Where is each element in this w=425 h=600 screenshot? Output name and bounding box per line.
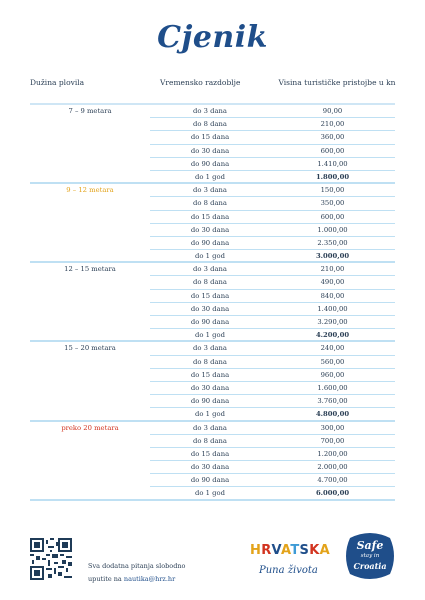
length-group (30, 105, 395, 184)
period-cell: do 15 dana (190, 291, 230, 300)
table-row (30, 290, 395, 303)
period-cell: do 30 dana (190, 304, 230, 313)
period-cell: do 90 dana (190, 397, 230, 406)
header-fee: Visina turističke pristojbe u kn (278, 78, 396, 87)
table-row (30, 408, 395, 421)
period-cell: do 1 god (195, 331, 225, 340)
price-cell: 300,00 (320, 423, 345, 432)
price-cell: 490,00 (320, 278, 345, 287)
qr-code-icon[interactable] (30, 538, 72, 580)
group-length-label: 7 – 9 metara (68, 107, 112, 115)
price-cell: 1.400,00 (317, 304, 348, 313)
price-cell: 1.000,00 (317, 225, 348, 234)
footer-contact (88, 560, 185, 586)
period-cell: do 3 dana (193, 423, 227, 432)
header-length: Dužina plovila (30, 78, 85, 87)
footer-text-prefix: uputite na (88, 575, 124, 583)
length-group (30, 342, 395, 421)
safe-logo-line2: stay in (360, 553, 380, 559)
row-divider (30, 499, 395, 501)
table-row (30, 118, 395, 131)
period-cell: do 30 dana (190, 463, 230, 472)
price-cell: 600,00 (320, 146, 345, 155)
period-cell: do 90 dana (190, 238, 230, 247)
table-row (30, 105, 395, 118)
price-cell: 210,00 (320, 265, 345, 274)
price-cell: 1.200,00 (317, 449, 348, 458)
table-row (30, 329, 395, 342)
period-cell: do 1 god (195, 410, 225, 419)
footer-email-link[interactable]: nautika@hrz.hr (123, 575, 176, 583)
period-cell: do 3 dana (193, 265, 227, 274)
price-cell: 700,00 (320, 436, 345, 445)
price-cell: 600,00 (320, 212, 345, 221)
price-cell: 560,00 (320, 357, 345, 366)
table-row (30, 487, 395, 500)
length-group (30, 263, 395, 342)
period-cell: do 1 god (195, 252, 225, 261)
period-cell: do 1 god (195, 489, 225, 498)
table-row (30, 131, 395, 144)
period-cell: do 30 dana (190, 146, 230, 155)
period-cell: do 8 dana (193, 436, 227, 445)
period-cell: do 8 dana (193, 199, 227, 208)
price-cell: 4.800,00 (315, 410, 350, 419)
table-row (30, 211, 395, 224)
period-cell: do 8 dana (193, 120, 227, 129)
hrvatska-logo-tagline: Puna života (259, 565, 318, 576)
price-cell: 960,00 (320, 370, 345, 379)
price-cell: 1.800,00 (315, 172, 350, 181)
header-period: Vremensko razdoblje (160, 78, 241, 87)
period-cell: do 8 dana (193, 278, 227, 287)
price-cell: 1.410,00 (317, 159, 348, 168)
table-row (30, 461, 395, 474)
page-title: Cjenik (157, 20, 268, 55)
period-cell: do 15 dana (190, 133, 230, 142)
price-cell: 3.290,00 (317, 318, 348, 326)
table-row (30, 224, 395, 237)
period-cell: do 1 god (195, 172, 225, 181)
price-cell: 3.000,00 (315, 252, 350, 261)
table-row (30, 382, 395, 395)
price-cell: 210,00 (320, 120, 345, 129)
length-group (30, 422, 395, 501)
period-cell: do 15 dana (190, 449, 230, 458)
price-cell: 1.600,00 (317, 383, 348, 392)
safe-logo-line1: Safe (356, 539, 384, 552)
safe-logo-line3: Croatia (353, 561, 387, 571)
period-cell: do 8 dana (193, 357, 227, 366)
price-cell: 350,00 (320, 199, 345, 208)
table-row (30, 276, 395, 289)
period-cell: do 30 dana (190, 225, 230, 234)
table-row (30, 448, 395, 461)
table-row (30, 316, 395, 329)
period-cell: do 90 dana (190, 476, 230, 485)
table-row (30, 184, 395, 197)
price-cell: 360,00 (320, 133, 345, 142)
period-cell: do 30 dana (190, 383, 230, 392)
group-length-label: 15 – 20 metara (64, 344, 116, 353)
group-length-label: 9 – 12 metara (66, 186, 114, 195)
table-row (30, 369, 395, 382)
group-length-label: 12 – 15 metara (64, 265, 116, 274)
table-row (30, 342, 395, 355)
price-cell: 4.700,00 (317, 476, 348, 485)
period-cell: do 90 dana (190, 159, 230, 168)
price-cell: 4.200,00 (315, 331, 350, 340)
price-cell: 240,00 (320, 344, 345, 353)
table-row (30, 303, 395, 316)
hrvatska-logo (250, 543, 330, 583)
safe-stay-logo (344, 530, 396, 582)
price-cell: 3.760,00 (317, 397, 348, 406)
price-cell: 90,00 (322, 107, 343, 115)
price-cell: 2.350,00 (317, 238, 348, 247)
table-row (30, 435, 395, 448)
group-length-label: preko 20 metara (61, 423, 119, 432)
table-row (30, 395, 395, 408)
period-cell: do 15 dana (190, 212, 230, 221)
price-cell: 2.000,00 (317, 463, 348, 472)
table-row (30, 197, 395, 210)
table-row (30, 171, 395, 184)
footer-text-line1: Sva dodatna pitanja slobodno (88, 562, 186, 570)
period-cell: do 3 dana (193, 107, 227, 115)
price-table (30, 105, 395, 501)
length-group (30, 184, 395, 263)
price-cell: 840,00 (320, 291, 345, 300)
period-cell: do 3 dana (193, 344, 227, 353)
table-row (30, 474, 395, 487)
table-row (30, 145, 395, 158)
table-row (30, 237, 395, 250)
period-cell: do 15 dana (190, 370, 230, 379)
table-row (30, 422, 395, 435)
price-cell: 6.000,00 (315, 489, 350, 498)
hrvatska-logo-word: HRVATSKA (250, 543, 330, 558)
price-cell: 150,00 (320, 186, 345, 195)
period-cell: do 90 dana (190, 318, 230, 326)
table-row (30, 158, 395, 171)
period-cell: do 3 dana (193, 186, 227, 195)
table-row (30, 250, 395, 263)
table-row (30, 356, 395, 369)
table-row (30, 263, 395, 276)
